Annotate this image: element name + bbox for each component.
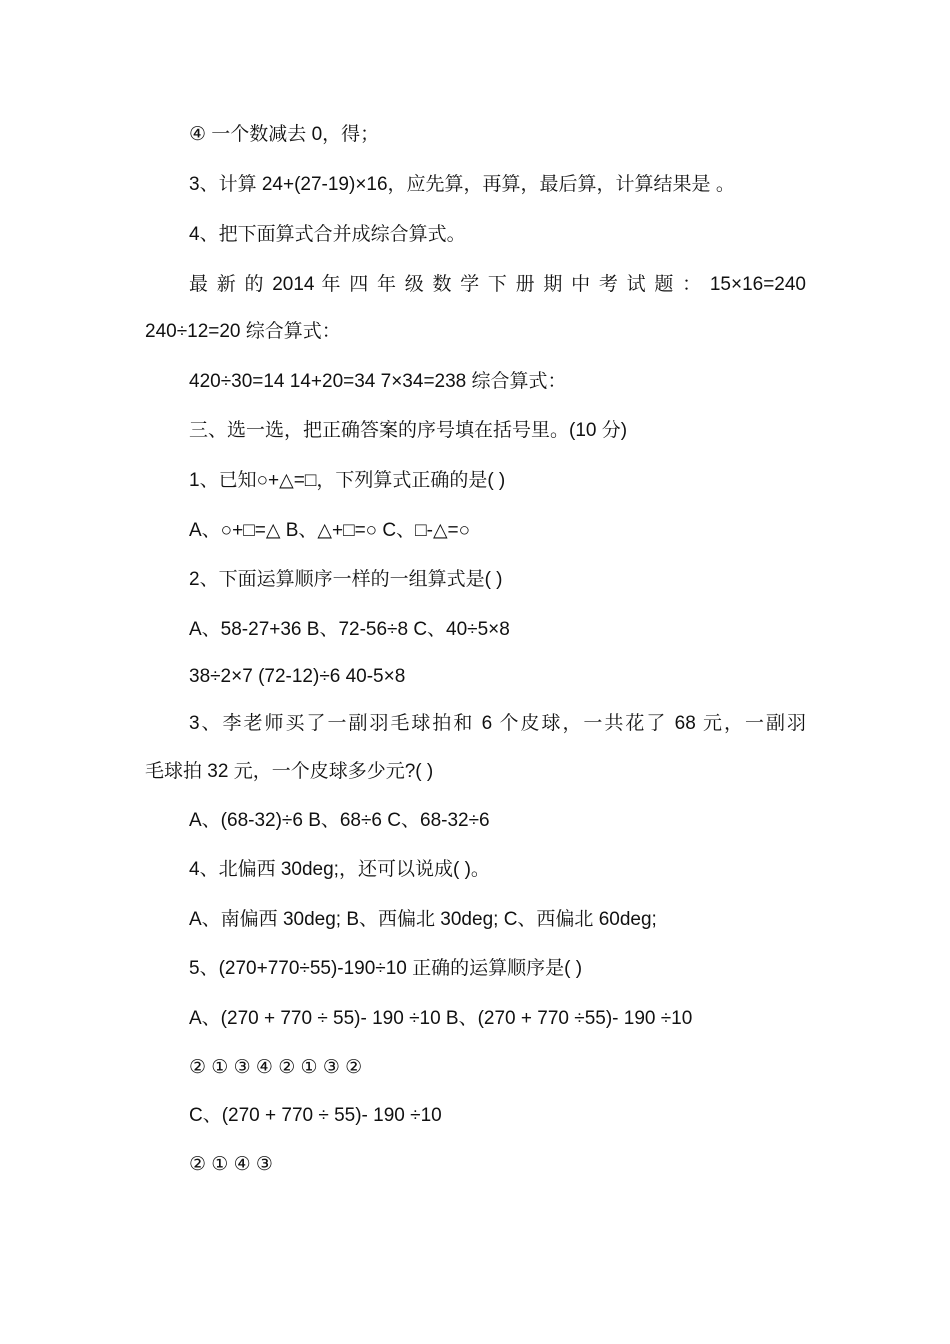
order-markers: ② ① ④ ③ xyxy=(189,1154,273,1175)
answer-options: A、(68-32)÷6 B、68÷6 C、68-32÷6 xyxy=(189,810,490,831)
section-heading: 三、选一选，把正确答案的序号填在括号里。(10 分) xyxy=(189,420,628,441)
question-text: 5、(270+770÷55)-190÷10 正确的运算顺序是( ) xyxy=(189,958,583,979)
answer-options: A、58-27+36 B、72-56÷8 C、40÷5×8 xyxy=(189,619,510,640)
text-line: 最 新 的 2014 年 四 年 级 数 学 下 册 期 中 考 试 题 ： 15×16=240 xyxy=(189,274,806,295)
answer-options: A、○+□=△ B、△+□=○ C、□-△=○ xyxy=(189,520,471,541)
answer-options: C、(270 + 770 ÷ 55)- 190 ÷10 xyxy=(189,1105,442,1126)
answer-options: A、南偏西 30deg; B、西偏北 30deg; C、西偏北 60deg; xyxy=(189,909,657,930)
question-text: 3、李老师买了一副羽毛球拍和 6 个皮球，一共花了 68 元，一副羽 xyxy=(189,713,806,734)
text-line: 240÷12=20 综合算式： xyxy=(145,321,341,342)
order-markers: ② ① ③ ④ ② ① ③ ② xyxy=(189,1057,363,1078)
question-text: 4、北偏西 30deg;，还可以说成( )。 xyxy=(189,859,490,880)
text-line: 3、计算 24+(27-19)×16，应先算，再算，最后算，计算结果是 。 xyxy=(189,174,735,195)
question-text: 2、下面运算顺序一样的一组算式是( ) xyxy=(189,569,503,590)
question-text: 毛球拍 32 元，一个皮球多少元?( ) xyxy=(145,761,434,782)
answer-options: 38÷2×7 (72-12)÷6 40-5×8 xyxy=(189,666,406,687)
text-line: 420÷30=14 14+20=34 7×34=238 综合算式： xyxy=(189,371,567,392)
question-text: 1、已知○+△=□，下列算式正确的是( ) xyxy=(189,470,506,491)
answer-options: A、(270 + 770 ÷ 55)- 190 ÷10 B、(270 + 770 ÷55)- 190 ÷10 xyxy=(189,1008,693,1029)
text-line: 4、把下面算式合并成综合算式。 xyxy=(189,224,466,245)
text-line: ④ 一个数减去 0，得； xyxy=(189,124,380,145)
